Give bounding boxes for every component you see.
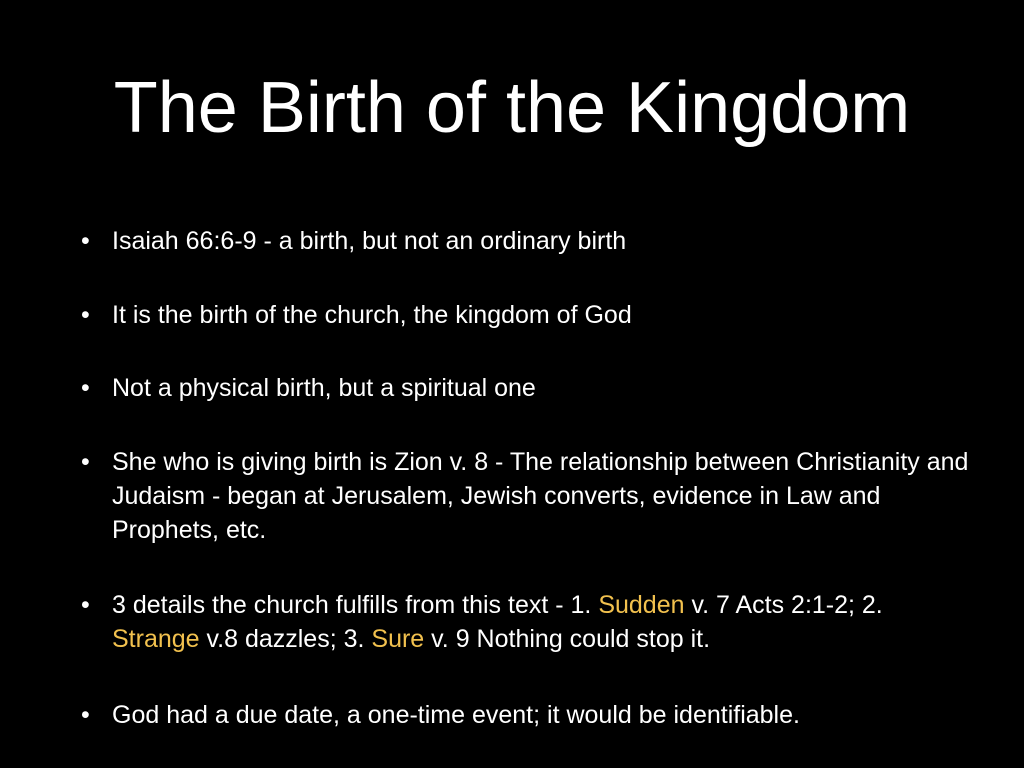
bullet-item — [81, 298, 972, 332]
bullet-text-segment: 3 details the church fulfills from this text - 1. — [112, 591, 599, 619]
bullet-text-segment: v. 9 Nothing could stop it. — [424, 625, 711, 653]
slide-title: The Birth of the Kingdom — [113, 68, 911, 148]
bullet-text: She who is giving birth is Zion v. 8 - The relationship between Christianity and Judaism - began at Jerusalem, Jewish converts, evidence in Law and Prophets, etc. — [112, 448, 969, 544]
bullet-dot-icon: • — [81, 374, 90, 402]
bullet-item — [81, 698, 972, 732]
bullet-item — [81, 371, 972, 405]
bullet-text: Not a physical birth, but a spiritual one — [112, 374, 536, 402]
bullet-item — [81, 224, 972, 258]
bullet-text: God had a due date, a one-time event; it would be identifiable. — [112, 701, 800, 729]
bullet-dot-icon: • — [81, 701, 90, 729]
bullet-item — [81, 445, 972, 547]
bullet-item — [81, 588, 972, 656]
bullet-dot-icon: • — [81, 591, 90, 619]
highlight-sure: Sure — [371, 625, 425, 653]
bullet-text: Isaiah 66:6-9 - a birth, but not an ordinary birth — [112, 227, 627, 255]
bullet-text-segment: v. 7 Acts 2:1-2; 2. — [684, 591, 883, 619]
bullet-dot-icon: • — [81, 448, 90, 476]
bullet-dot-icon: • — [81, 227, 90, 255]
highlight-strange: Strange — [112, 625, 200, 653]
bullet-text: It is the birth of the church, the kingdom of God — [112, 301, 632, 329]
bullet-text-segment: v.8 dazzles; 3. — [199, 625, 372, 653]
bullet-dot-icon: • — [81, 301, 90, 329]
highlight-sudden: Sudden — [598, 591, 685, 619]
